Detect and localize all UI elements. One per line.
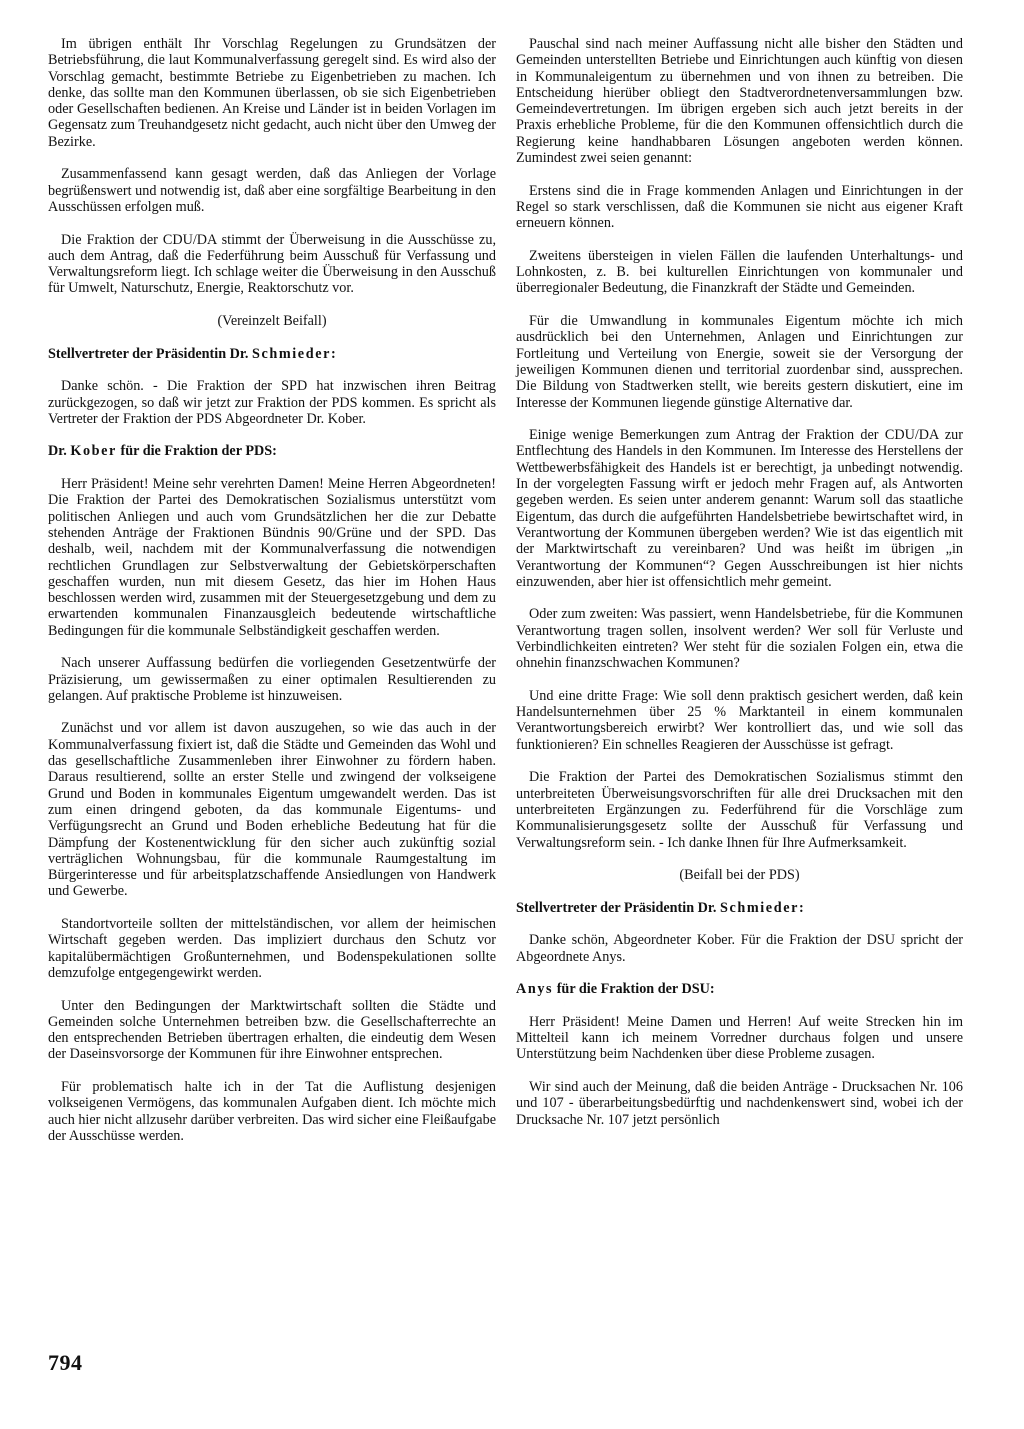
- paragraph: Oder zum zweiten: Was passiert, wenn Handelsbetriebe, für die Kommunen Verantwortung tragen sollen, insolvent werden? Wer soll für Verluste und Verbindlichkeiten eintreten? Wer steht für die sozialen Folgen ein, etwa die ohnehin finanzschwachen Kommunen?: [516, 606, 963, 672]
- page-number: 794: [48, 1350, 83, 1375]
- paragraph: Herr Präsident! Meine sehr verehrten Damen! Meine Herren Abgeordneten! Die Fraktion der Partei des Demokratischen Sozialismus unterstützt vom politischen Anliegen und auch vom Grundsätzlichen her die zur Debatte stehenden Anträge der Fraktionen Bündnis 90/Grüne und der SPD. Das deshalb, weil, nachdem mit der Kommunalverfassung die notwendigen rechtlichen Grundlagen zur Selbstverwaltung der Gebietskörperschaften geschaffen wurden, nun mit diesem Gesetz, das hier im Hohen Haus beschlossen werden wird, zusammen mit der Steuergesetzgebung und dem zu erwartenden kommunalen Finanzausgleich bedeutende wirtschaftliche Bedingungen für die kommunale Selbständigkeit geschaffen werden.: [48, 476, 496, 639]
- speaker-suffix: :: [331, 345, 336, 362]
- paragraph: Wir sind auch der Meinung, daß die beiden Anträge - Drucksachen Nr. 106 und 107 - überarbeitungsbedürftig und nachdenkenswert sind, wobei ich der Drucksache Nr. 107 jetzt persönlich: [516, 1079, 963, 1128]
- speaker-heading: [516, 981, 963, 997]
- speaker-prefix: Stellvertreter der Präsidentin Dr.: [516, 899, 720, 916]
- speaker-name: Anys: [516, 981, 554, 998]
- paragraph: Zweitens übersteigen in vielen Fällen die laufenden Unterhaltungs- und Lohnkosten, z. B. bei kulturellen Einrichtungen von kommunaler und überregionaler Bedeutung, die Finanzkraft der Städte und Gemeinden.: [516, 247, 963, 297]
- interjection: (Beifall bei der PDS): [679, 867, 800, 884]
- speaker-prefix: Stellvertreter der Präsidentin Dr.: [48, 345, 252, 362]
- right-column: [516, 36, 963, 1144]
- paragraph: Für problematisch halte ich in der Tat die Auflistung desjenigen volkseigenen Vermögens, das kommunalen Aufgaben dient. Ich möchte mich auch hier nicht allzusehr darüber verbreiten. Das wird sicher eine Fleißaufgabe der Ausschüsse werden.: [48, 1079, 496, 1144]
- paragraph: Herr Präsident! Meine Damen und Herren! Auf weite Strecken hin im Mittelteil kann ich meinem Vorredner durchaus folgen und unsere Unterstützung beim Nachdenken über diese Probleme zusagen.: [516, 1013, 963, 1063]
- speaker-heading: [48, 443, 496, 459]
- paragraph: Danke schön, Abgeordneter Kober. Für die Fraktion der DSU spricht der Abgeordnete Anys.: [516, 932, 963, 965]
- paragraph: Zunächst und vor allem ist davon auszugehen, so wie das auch in der Kommunalverfassung fixiert ist, daß die Städte und Gemeinden das Wohl und das gesellschaftliche Zusammenleben ihrer Einwohner zu fördern haben. Daraus resultierend, sollte an erster Stelle und zwingend der volkseigene Grund und Boden in kommunales Eigentum umgewandelt werden. Das ist zum einen dringend geboten, da das kommunale Eigentums- und Verfügungsrecht an Grund und Boden erhebliche Bedeutung hat für die Dämpfung der Kostenentwicklung für den sicher auch zukünftig sozial verträglichen Wohnungsbau, für die kommunale Raumgestaltung im Bürgerinteresse und für arbeitsplatzschaffende Ansiedlungen von Handwerk und Gewerbe.: [48, 720, 496, 900]
- paragraph: Unter den Bedingungen der Marktwirtschaft sollten die Städte und Gemeinden solche Unternehmen betreiben bzw. die Gesellschafterrechte an den entsprechenden Betrieben übertragen erhalten, die eindeutig dem Wesen der Daseinsvorsorge der Kommunen für ihre Einwohner entsprechen.: [48, 997, 496, 1063]
- paragraph: Pauschal sind nach meiner Auffassung nicht alle bisher den Städten und Gemeinden unterstellten Betriebe und Einrichtungen auch künftig von diesen in Kommunaleigentum zu übernehmen und von ihnen zu betreiben. Die Entscheidung hierüber obliegt den Stadtverordnetenversammlungen bzw. Gemeindevertretungen. Im übrigen ergeben sich auch jetzt bereits in der Praxis erhebliche Probleme, für die den Kommunen offensichtlich durch die Regierung keine handhabbaren Lösungen angeboten werden können. Zumindest zwei seien genannt:: [516, 36, 963, 167]
- paragraph: Standortvorteile sollten der mittelständischen, vor allem der heimischen Wirtschaft gegeben werden. Das impliziert durchaus den Schutz vor kapitalübermächtigen Großunternehmen, und Bodenspekulationen sollte demzufolge entgegengewirkt werden.: [48, 916, 496, 981]
- paragraph: Im übrigen enthält Ihr Vorschlag Regelungen zu Grundsätzen der Betriebsführung, die laut Kommunalverfassung geregelt sind. Es wird also der Vorschlag gemacht, bestimmte Betriebe zu Eigenbetrieben zu machen. Ich denke, das sollte man den Kommunen überlassen, ob sie sich Eigenbetrieben oder Gesellschaften bedienen. An Kreise und Länder ist in beiden Vorlagen im Gegensatz zum Treuhandgesetz nicht gedacht, auch nicht über den Umweg der Bezirke.: [48, 36, 496, 150]
- paragraph: Danke schön. - Die Fraktion der SPD hat inzwischen ihren Beitrag zurückgezogen, so daß wir jetzt zur Fraktion der PDS kommen. Es spricht als Vertreter der Fraktion der PDS Abgeordneter Dr. Kober.: [48, 378, 496, 427]
- speaker-heading: [516, 900, 963, 916]
- paragraph: Für die Umwandlung in kommunales Eigentum möchte ich mich ausdrücklich bei den Unternehmen, Anlagen und Einrichtungen zur Fortleitung und Verteilung von Energie, soweit sie der Versorgung der jeweiligen Kommunen dienen und territorial zuordenbar sind, aussprechen. Die Bildung von Stadtwerken stellt, wie bereits gestern diskutiert, eine im Interesse der Kommunen liegende günstige Alternative dar.: [516, 313, 963, 411]
- paragraph: Nach unserer Auffassung bedürfen die vorliegenden Gesetzentwürfe der Präzisierung, um gewissermaßen zu einer optimalen Resultierenden zu gelangen. Auf praktische Probleme ist hinzuweisen.: [48, 655, 496, 704]
- speaker-name: Schmieder: [251, 345, 331, 362]
- speaker-name: Schmieder: [719, 899, 799, 916]
- paragraph: Die Fraktion der Partei des Demokratischen Sozialismus stimmt den unterbreiteten Überweisungsvorschriften für alle drei Drucksachen mit den unterbreiteten Ergänzungen zu. Federführend für die Vorschläge zum Kommunalisierungsgesetz sollte der Ausschuß für Verfassung und Verwaltungsreform sein. - Ich danke Ihnen für Ihre Aufmerksamkeit.: [516, 769, 963, 851]
- speaker-name: Kober: [70, 443, 117, 460]
- paragraph: Einige wenige Bemerkungen zum Antrag der Fraktion der CDU/DA zur Entflechtung des Handels in den Kommunen. Im Interesse des Herstellens der Wettbewerbsfähigkeit des Handels ist er berechtigt, ja unbedingt notwendig. In der vorgelegten Fassung wirft er jedoch mehr Fragen auf, als Antworten gegeben werden. Es seien unter anderem genannt: Warum soll das staatliche Eigentum, das durch die aufgeführten Handelsbetriebe bewirtschaftet wird, in Verantwortung der Kommunen übergeben werden? Wie ist das eigentlich mit der Marktwirtschaft zu vereinbaren? Und was heißt im übrigen „in Verantwortung der Kommunen“? Gegen Ausschreibungen ist hier nichts einzuwenden, aber hier ist offensichtlich mehr gemeint.: [516, 427, 963, 590]
- interjection: (Vereinzelt Beifall): [217, 313, 327, 330]
- speaker-suffix: :: [799, 899, 804, 916]
- paragraph: Und eine dritte Frage: Wie soll denn praktisch gesichert werden, daß kein Handelsunternehmen über 25 % Marktanteil in einem kommunalen Verantwortungsbereich erwirbt? Wer kontrolliert das, und wie soll das funktionieren? Ein schnelles Reagieren der Ausschüsse ist gefragt.: [516, 687, 963, 753]
- speaker-prefix: Dr.: [48, 443, 71, 460]
- speaker-suffix: für die Fraktion der PDS:: [116, 443, 277, 460]
- left-column: [48, 36, 496, 1160]
- paragraph: Zusammenfassend kann gesagt werden, daß das Anliegen der Vorlage begrüßenswert und notwendig ist, daß aber eine sorgfältige Bearbeitung in den Ausschüssen erfolgen muß.: [48, 166, 496, 215]
- speaker-heading: [48, 346, 496, 362]
- paragraph: Erstens sind die in Frage kommenden Anlagen und Einrichtungen in der Regel so stark verschlissen, daß die Kommunen sie nicht aus eigener Kraft erneuern können.: [516, 182, 963, 232]
- speaker-suffix: für die Fraktion der DSU:: [553, 981, 715, 998]
- paragraph: Die Fraktion der CDU/DA stimmt der Überweisung in die Ausschüsse zu, auch dem Antrag, daß die Federführung beim Ausschuß für Verfassung und Verwaltungsreform liegt. Ich schlage weiter die Überweisung in den Ausschuß für Umwelt, Naturschutz, Energie, Reaktorschutz vor.: [48, 231, 496, 297]
